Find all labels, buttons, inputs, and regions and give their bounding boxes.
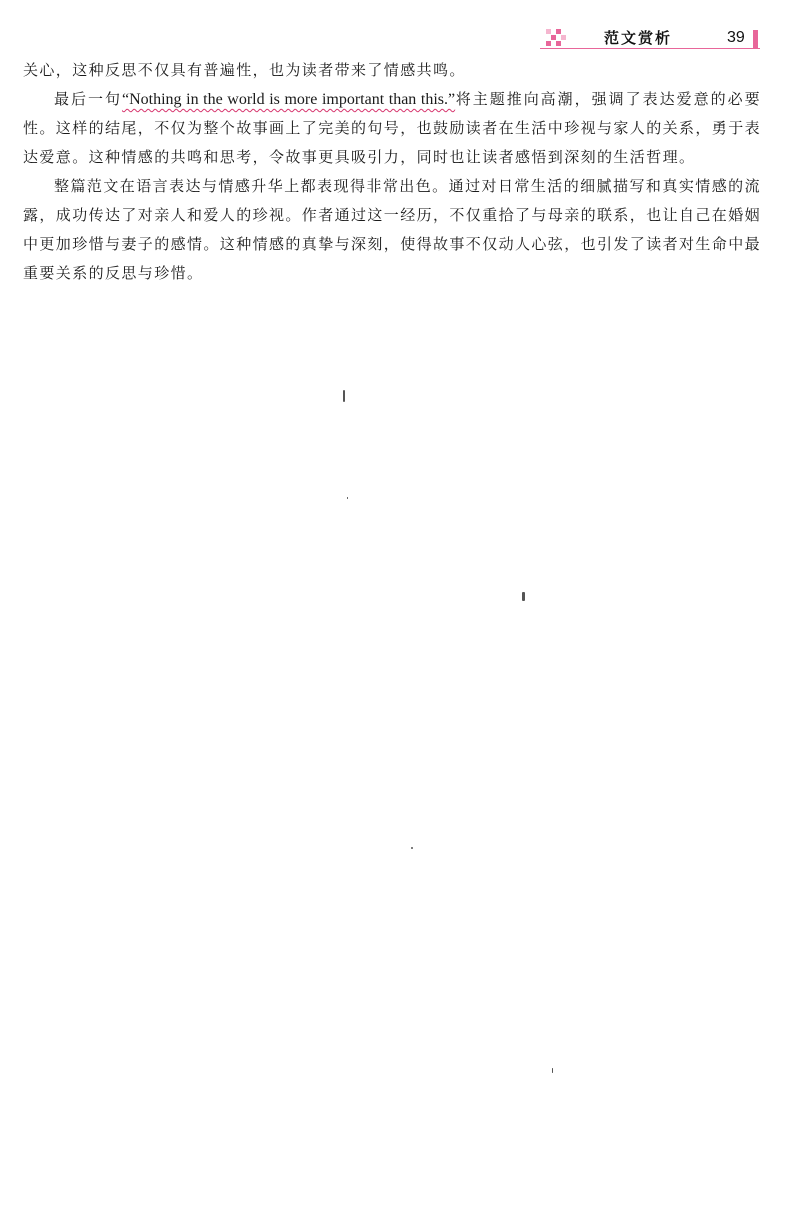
paragraph-continuation: 关心，这种反思不仅具有普遍性，也为读者带来了情感共鸣。 bbox=[23, 61, 466, 79]
paragraph-lead-text: 最后一句 bbox=[54, 90, 122, 108]
scan-speck bbox=[347, 497, 348, 499]
section-title: 范文赏析 bbox=[604, 29, 673, 47]
page-number: 39 bbox=[727, 29, 745, 46]
scan-speck bbox=[343, 390, 345, 402]
page-number-tab bbox=[753, 30, 758, 48]
highlighted-quote: “Nothing in the world is more important than this.” bbox=[121, 91, 456, 108]
scan-speck bbox=[552, 1068, 553, 1073]
paragraph-overall-evaluation: 整篇范文在语言表达与情感升华上都表现得非常出色。通过对日常生活的细腻描写和真实情感的流露，成功传达了对亲人和爱人的珍视。作者通过这一经历，不仅重拾了与母亲的联系，也让自己在婚姻中更加珍惜与妻子的感情。这种情感的真挚与深刻，使得故事不仅动人心弦，也引发了读者对生命中最重要关系的反思与珍惜。 bbox=[23, 177, 762, 282]
scan-speck bbox=[522, 592, 525, 601]
running-header bbox=[0, 0, 800, 60]
paragraph-ending-analysis bbox=[23, 85, 761, 172]
paragraph-rest-text: 将主题推向高潮，强调了表达爱意的必要性。这样的结尾，不仅为整个故事画上了完美的句号，也鼓励读者在生活中珍视与家人的关系，勇于表达爱意。这种情感的共鸣和思考，令故事更具吸引力，同时也让读者感悟到深刻的生活哲理。 bbox=[23, 90, 762, 166]
pink-checker-squares-icon bbox=[546, 29, 566, 46]
scan-speck bbox=[411, 847, 413, 849]
body-text bbox=[23, 56, 761, 288]
header-rule bbox=[540, 48, 760, 49]
